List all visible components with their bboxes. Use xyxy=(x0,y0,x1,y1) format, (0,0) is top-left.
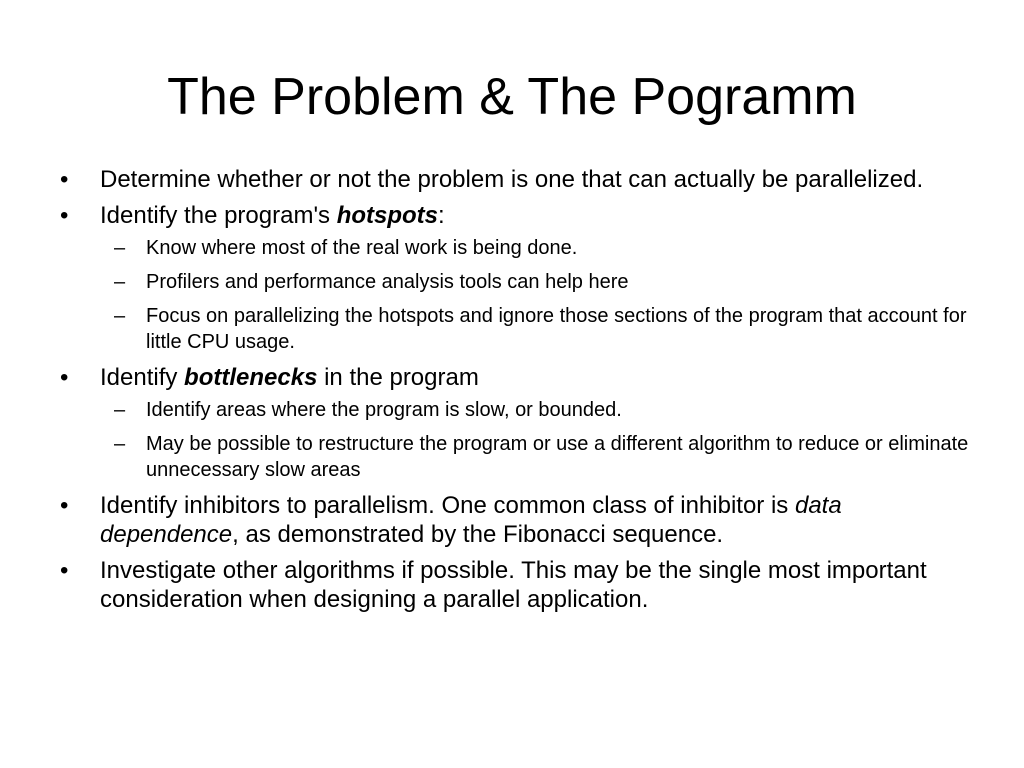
sub-marker: – xyxy=(114,305,126,327)
bullet-marker: • xyxy=(60,557,69,584)
bullet-marker: • xyxy=(60,364,69,391)
bullet-marker: • xyxy=(60,202,69,229)
bullet-text-post: in the program xyxy=(317,364,479,391)
slide-title: The Problem & The Pogramm xyxy=(167,68,857,126)
bullet-list xyxy=(60,165,970,621)
data-dependence-emphasis: data dependence xyxy=(100,492,842,548)
bullet-text: Determine whether or not the problem is one that can actually be parallelized. xyxy=(100,166,924,193)
bottlenecks-emphasis: bottlenecks xyxy=(184,364,318,391)
hotspots-emphasis: hotspots xyxy=(336,202,439,229)
bullet-inhibitors xyxy=(60,491,970,549)
sub-bullet-text: May be possible to restructure the program or use a different algorithm to reduce or eliminate unnecessary slow areas xyxy=(146,433,969,481)
sub-bullet-text: Know where most of the real work is being done. xyxy=(146,237,578,259)
sub-bullet-text: Identify areas where the program is slow, or bounded. xyxy=(146,399,622,421)
bullet-parallelizable xyxy=(60,165,970,194)
sub-marker: – xyxy=(114,433,126,455)
bullet-text-pre: Identify inhibitors to parallelism. One common class of inhibitor is xyxy=(100,492,795,519)
sub-bullet-text: Focus on parallelizing the hotspots and ignore those sections of the program that account for little CPU usage. xyxy=(146,305,967,353)
sub-marker: – xyxy=(114,399,126,421)
bullet-algorithms xyxy=(60,556,970,614)
bullet-text-pre: Identify the program's xyxy=(100,202,337,229)
sub-marker: – xyxy=(114,271,126,293)
bottlenecks-sub-list xyxy=(100,397,970,483)
bullet-bottlenecks xyxy=(60,363,970,483)
sub-bullet xyxy=(100,235,970,261)
sub-bullet xyxy=(100,269,970,295)
bullet-marker: • xyxy=(60,492,69,519)
sub-bullet xyxy=(100,431,970,483)
sub-bullet-text: Profilers and performance analysis tools can help here xyxy=(146,271,629,293)
bullet-hotspots xyxy=(60,201,970,355)
bullet-text-pre: Identify xyxy=(100,364,185,391)
bullet-text: Investigate other algorithms if possible. This may be the single most important consideration when designing a parallel application. xyxy=(100,557,927,613)
hotspots-sub-list xyxy=(100,235,970,355)
bullet-marker: • xyxy=(60,166,69,193)
bullet-text-post: : xyxy=(438,202,445,229)
sub-bullet xyxy=(100,303,970,355)
bullet-text-post: , as demonstrated by the Fibonacci sequence. xyxy=(232,521,724,548)
sub-marker: – xyxy=(114,237,126,259)
sub-bullet xyxy=(100,397,970,423)
